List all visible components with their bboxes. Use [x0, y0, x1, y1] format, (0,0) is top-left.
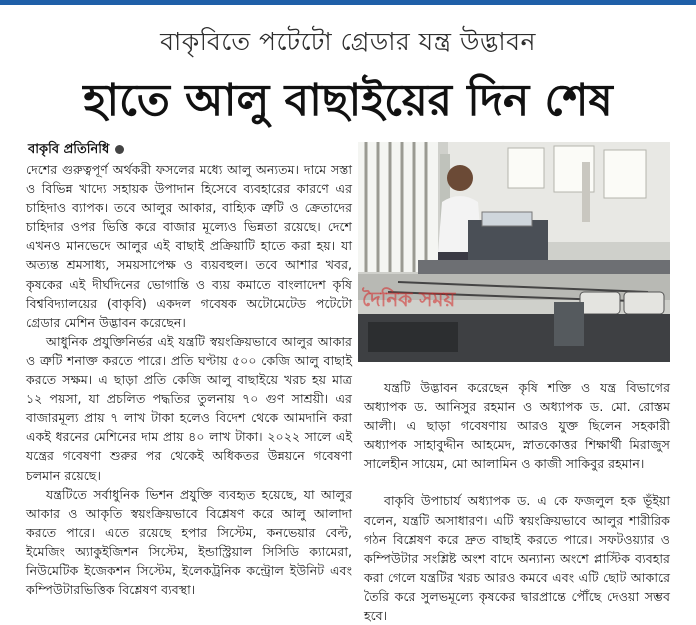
paragraph: যন্ত্রটি উদ্ভাবন করেছেন কৃষি শক্তি ও যন্ত্র বিভাগের অধ্যাপক ড. আনিসুর রহমান ও অধ্যাপক ড. মো. রোস্তম আলী। এ ছাড়া গবেষণায় আরও যুক্ত ছিলেন সহকারী অধ্যাপক সাহাবুদ্দীন আহমেদ, স্নাতকোত্তর শিক্ষার্থী মিরাজুস সালেহীন সায়েম, মো আলামিন ও কাজী সাকিবুর রহমান।	[364, 380, 670, 472]
kicker: বাকৃবিতে পটেটো গ্রেডার যন্ত্র উদ্ভাবন	[160, 27, 536, 56]
paragraph: দেশের গুরুত্বপূর্ণ অর্থকরী ফসলের মধ্যে আলু অন্যতম। দামে সস্তা ও বিভিন্ন খাদ্যে সহায়ক উপাদান হিসেবে ব্যবহারের কারণে এর চাহিদাও ব্যাপক। তবে আলুর আকার, বাহ্যিক ত্রুটি ও ক্রেতাদের চাহিদার ওপর ভিত্তি করে বাজার মূল্যেও ভিন্নতা রয়েছে। দেশে এখনও মানভেদে আলুর এই বাছাই প্রক্রিয়াটি হাতে করা হয়। যা অত্যন্ত শ্রমসাধ্য, সময়সাপেক্ষ ও ব্যয়বহুল। তবে আশার খবর, কৃষকের এই দীর্ঘদিনের ভোগান্তি ও ব্যয় কমাতে বাংলাদেশ কৃষি বিশ্ববিদ্যালয়ের (বাকৃবি) একদল গবেষক অটোমেটেড পটেটো গ্রেডার মেশিন উদ্ভাবন করেছেন।	[26, 162, 352, 330]
paragraph: বাকৃবি উপাচার্য অধ্যাপক ড. এ কে ফজলুল হক ভূঁইয়া বলেন, যন্ত্রটি অসাধারণ। এটি স্বয়ংক্রিয়ভাবে আলুর শারীরিক গঠন বিশ্লেষণ করে দ্রুত বাছাই করতে পারে। সফটওয়্যার ও কম্পিউটার সংশ্লিষ্ট অংশ বাদে অন্যান্য অংশে প্লাস্টিক ব্যবহার করা গেলে যন্ত্রটির খরচ আরও কমবে এবং এটি ছোট আকারে তৈরি করে সুলভমূল্যে কৃষকের দ্বারপ্রান্তে পৌঁছে দেওয়া সম্ভব হবে।	[364, 493, 670, 624]
article-right-column	[364, 378, 670, 625]
byline-dot-icon	[115, 145, 124, 154]
headline: হাতে আলু বাছাইয়ের দিন শেষ	[83, 75, 613, 126]
top-rule	[0, 0, 696, 5]
paragraph: যন্ত্রটিতে সর্বাধুনিক ভিশন প্রযুক্তি ব্যবহৃত হয়েছে, যা আলুর আকার ও আকৃতি স্বয়ংক্রিয়ভাবে বিশ্লেষণ করে আলু আলাদা করতে পারে। এতে রয়েছে হপার সিস্টেম, কনভেয়ার বেল্ট, ইমেজিং অ্যাকুইজিশন সিস্টেম, ইন্ডাস্ট্রিয়াল সিসিডি ক্যামেরা, নিউমেটিক ইজেকশন সিস্টেম, ইলেকট্রনিক কন্ট্রোল ইউনিট এবং কম্পিউটারভিত্তিক বিশ্লেষণ ব্যবস্থা।	[26, 486, 352, 598]
article-left-column	[26, 160, 352, 599]
paragraph: আধুনিক প্রযুক্তিনির্ভর এই যন্ত্রটি স্বয়ংক্রিয়ভাবে আলুর আকার ও ত্রুটি শনাক্ত করতে পারে। প্রতি ঘণ্টায় ৫০০ কেজি আলু বাছাই করতে সক্ষম। এ ছাড়া প্রতি কেজি আলু বাছাইয়ে খরচ হয় মাত্র ১২ পয়সা, যা প্রচলিত পদ্ধতির তুলনায় ৭০ গুণ সাশ্রয়ী। এর বাজারমূল্য প্রায় ৭ লাখ টাকা হলেও বিদেশ থেকে আমদানি করা একই ধরনের মেশিনের দাম প্রায় ৪০ লাখ টাকা। ২০২২ সালে এই যন্ত্রের গবেষণা শুরুর পর থেকেই অধিকতর উন্নয়নে গবেষণা চলমান রয়েছে।	[26, 333, 352, 483]
article-photo	[358, 142, 670, 362]
byline-text: বাকৃবি প্রতিনিধি	[28, 142, 110, 157]
photo-illustration	[358, 142, 670, 362]
byline	[28, 140, 124, 161]
watermark: দৈনিক সময়	[362, 287, 456, 311]
